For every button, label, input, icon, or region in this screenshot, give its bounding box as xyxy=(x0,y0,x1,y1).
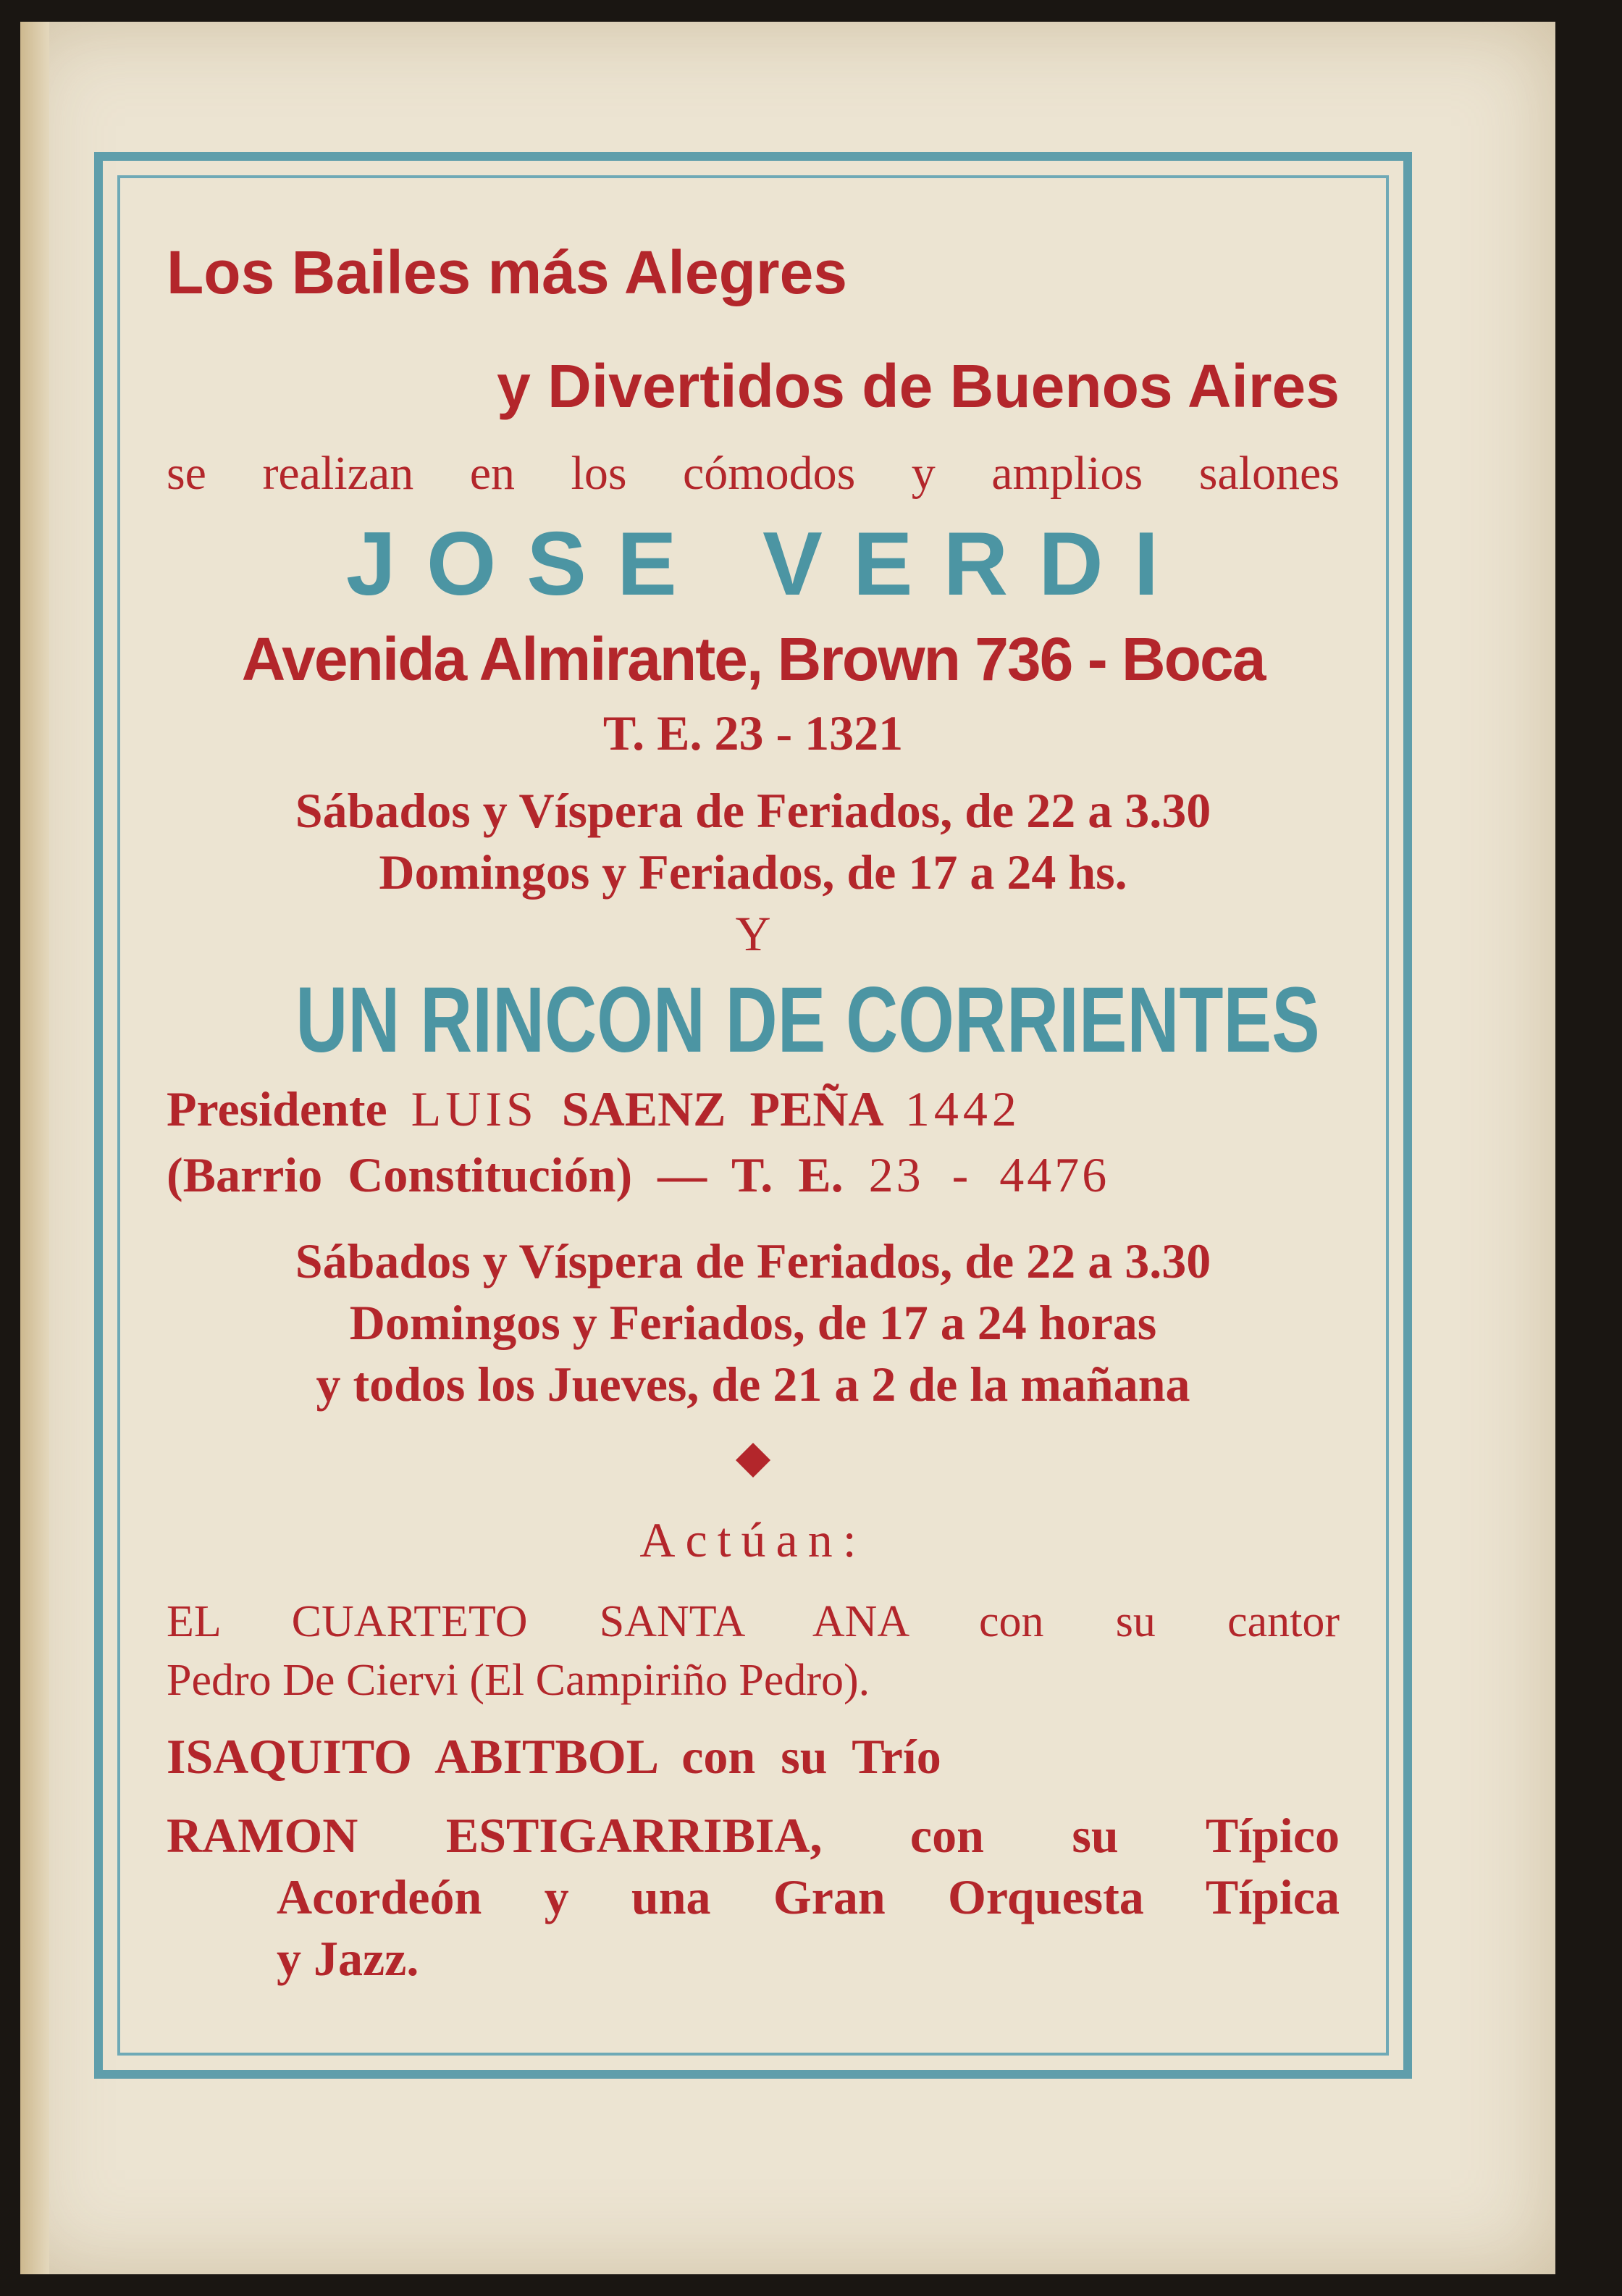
venue-1-phone: T. E. 23 - 1321 xyxy=(602,705,904,761)
diamond-icon xyxy=(736,1443,770,1478)
page-spine xyxy=(20,22,49,2274)
venue-1-name: JOSE VERDI xyxy=(345,514,1190,614)
performer-3-detail-2: y Jazz. xyxy=(277,1931,419,1986)
venue-2-hours-saturday: Sábados y Víspera de Feriados, de 22 a 3.30 xyxy=(295,1233,1211,1289)
venue-2-name: UN RINCON DE CORRIENTES xyxy=(295,968,1320,1072)
venue-2-address xyxy=(167,1081,1340,1138)
conjunction: Y xyxy=(735,906,771,961)
venue-2-phone: 23 - 4476 xyxy=(868,1147,1110,1202)
venue-2-district-text: (Barrio Constitución) — T. E. xyxy=(167,1147,844,1202)
performer-1-detail: Pedro De Ciervi (El Campiriño Pedro). xyxy=(167,1656,870,1705)
headline-line-2: y Divertidos de Buenos Aires xyxy=(497,352,1340,420)
performer-3-detail: Acordeón y una Gran Orquesta Típica xyxy=(277,1869,1340,1924)
headline-line-1: Los Bailes más Alegres xyxy=(167,238,847,306)
performer-3: RAMON ESTIGARRIBIA, con su Típico xyxy=(167,1808,1340,1863)
venue-2-district xyxy=(167,1147,1340,1204)
venue-2-address-part-a: Presidente xyxy=(167,1081,387,1136)
venue-1-hours-sunday: Domingos y Feriados, de 17 a 24 hs. xyxy=(379,845,1127,900)
venue-1-address: Avenida Almirante, Brown 736 - Boca xyxy=(241,625,1265,693)
venue-2-hours-thursday: y todos los Jueves, de 21 a 2 de la mañana xyxy=(316,1357,1190,1412)
venue-2-address-part-c: SAENZ PEÑA xyxy=(561,1081,881,1136)
intro-text: se realizan en los cómodos y amplios salones xyxy=(167,447,1340,500)
venue-2-address-number: 1442 xyxy=(904,1081,1021,1136)
venue-1-hours-saturday: Sábados y Víspera de Feriados, de 22 a 3.30 xyxy=(295,783,1211,838)
advertisement xyxy=(167,217,1340,1987)
performer-1: EL CUARTETO SANTA ANA con su cantor xyxy=(167,1597,1340,1646)
divider xyxy=(167,1439,1340,1483)
performers-heading: Actúan: xyxy=(639,1512,867,1567)
venue-2-address-part-b: LUIS xyxy=(411,1081,538,1136)
venue-2-hours-sunday: Domingos y Feriados, de 17 a 24 horas xyxy=(349,1295,1157,1350)
performer-2: ISAQUITO ABITBOL con su Trío xyxy=(167,1729,941,1784)
